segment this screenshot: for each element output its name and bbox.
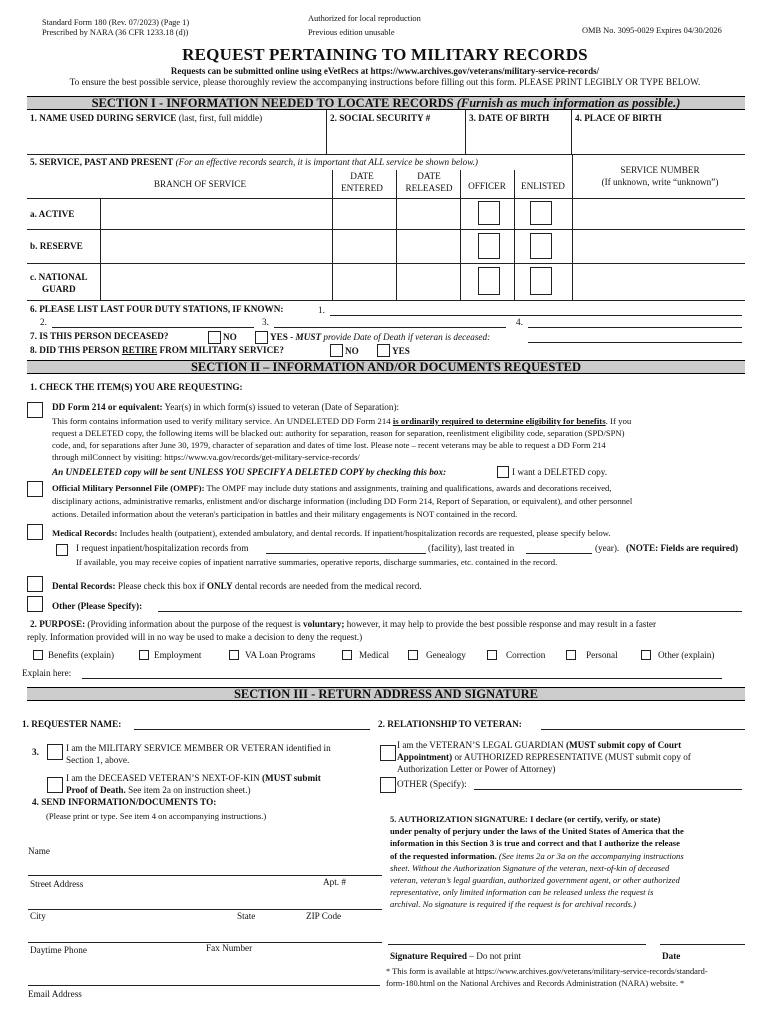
deleted-copy-checkbox[interactable] [497,466,509,478]
year-treated-field[interactable] [526,553,592,554]
instructions: To ensure the best possible service, please thoroughly review the accompanying instructions before filling out this form. PLEASE PRINT LEGIBLY OR TYPE BELOW. [69,78,701,88]
active-officer-checkbox[interactable] [478,201,500,225]
next-of-kin-checkbox[interactable] [47,777,63,793]
street-label: Street Address [30,879,84,889]
field5-label: 5. SERVICE, PAST AND PRESENT (For an effective records search, it is important that ALL service be shown below.) [30,157,478,167]
deceased-no-checkbox[interactable] [208,331,221,344]
name-label: Name [28,846,50,856]
section3-title: SECTION III - RETURN ADDRESS AND SIGNATURE [27,687,745,701]
relationship-label: 2. RELATIONSHIP TO VETERAN: [378,719,522,729]
opt-nok-2: Proof of Death. See item 2a on instruction sheet.) [66,785,251,795]
form-title: REQUEST PERTAINING TO MILITARY RECORDS [182,45,588,64]
fax-field[interactable] [206,942,382,943]
section2-title: SECTION II – INFORMATION AND/OR DOCUMENTS REQUESTED [27,360,745,374]
zip-label: ZIP Code [306,911,342,921]
relationship-field[interactable] [541,729,745,730]
purpose-correction-checkbox[interactable] [487,650,497,660]
dental-text: Dental Records: Please check this box if ONLY dental records are needed from the medical record. [52,581,422,591]
omb-number: OMB No. 3095-0029 Expires 04/30/2026 [582,26,722,35]
section1-title: SECTION I - INFORMATION NEEDED TO LOCATE RECORDS (Furnish as much information as possible.) [27,96,745,110]
phone-field[interactable] [28,942,216,943]
guard-officer-checkbox[interactable] [478,267,500,295]
form-id-line1: Standard Form 180 (Rev. 07/2023) (Page 1) [42,18,190,27]
date-label: Date [662,951,681,961]
purpose-other-checkbox[interactable] [641,650,651,660]
auth-line2: Previous edition unusable [308,28,395,37]
opt-other-label: OTHER (Specify): [397,779,467,789]
row-active-label: a. ACTIVE [30,209,75,219]
purpose-line2: reply. Information provided will in no way be used to make a decision to deny the request.) [27,632,363,642]
col-enlisted: ENLISTED [521,181,565,191]
dd214-p2: request a DELETED copy, the following items will be blacked out: authority for separation, reason for separation, reenlistment eligibility code, separation (SPD/SPN) [52,428,625,438]
opt-guard-2: Appointment) or AUTHORIZED REPRESENTATIVE (MUST submit copy of [397,752,691,762]
requester-name-label: 1. REQUESTER NAME: [22,719,122,729]
retired-no-checkbox[interactable] [330,344,343,357]
field2-label: 2. SOCIAL SECURITY # [330,113,431,123]
purpose-line1: 2. PURPOSE: (Providing information about the purpose of the request is voluntary; however, it may help to provide the best possible response and may result in a faster [30,619,657,629]
date-of-death-field[interactable] [528,342,742,343]
opt-nok-1: I am the DECEASED VETERAN’S NEXT-OF-KIN (MUST submit [66,773,321,783]
ompf-p1: Official Military Personnel File (OMPF): The OMPF may include duty stations and assignments, training and qualifications, awards and decorations received, [52,483,612,493]
col-entered: DATE ENTERED [341,171,383,193]
dd214-p4: through milConnect by visiting: https://www.va.gov/records/get-military-service-records/ [52,452,360,462]
deceased-yes-text: YES - MUST provide Date of Death if veteran is deceased: [270,332,491,342]
other-label: Other (Please Specify): [52,601,143,611]
dd214-checkbox[interactable] [27,402,43,418]
email-label: Email Address [28,989,82,999]
active-enlisted-checkbox[interactable] [530,201,552,225]
state-label: State [237,911,256,921]
inpatient-text: I request inpatient/hospitalization records from [76,543,249,553]
other-relationship-checkbox[interactable] [380,777,396,793]
opt-guard-3: Authorization Letter or Power of Attorney) [397,764,556,774]
guard-enlisted-checkbox[interactable] [530,267,552,295]
dd214-p1: This form contains information used to verify military service. An UNDELETED DD Form 214 is ordinarily required to determine eligibility for benefits. If you [52,416,632,426]
form-id-line2: Prescribed by NARA (36 CFR 1233.18 (d)) [42,28,189,37]
duty-station-3[interactable] [274,327,506,328]
reserve-enlisted-checkbox[interactable] [530,233,552,259]
retired-yes-checkbox[interactable] [377,344,390,357]
ompf-p3: actions. Detailed information about the veteran's participation in battles and their military engagements is NOT contained in the record. [52,509,518,519]
auth-line1: Authorized for local reproduction [308,14,421,23]
dental-checkbox[interactable] [27,576,43,592]
purpose-benefits-checkbox[interactable] [33,650,43,660]
explain-field[interactable] [82,678,722,679]
other-checkbox[interactable] [27,596,43,612]
explain-label: Explain here: [22,668,72,678]
send-to-label: 4. SEND INFORMATION/DOCUMENTS TO: [32,797,217,807]
member-veteran-checkbox[interactable] [47,744,63,760]
row-reserve-label: b. RESERVE [30,241,83,251]
footnote-2: form-180.html on the National Archives and Records Administration (NARA) website. * [386,979,685,988]
field1-label: 1. NAME USED DURING SERVICE (last, first, full middle) [30,113,263,123]
purpose-employment-checkbox[interactable] [139,650,149,660]
signature-label: Signature Required – Do not print [390,951,522,961]
row-guard-label-1: c. NATIONAL [30,272,88,282]
medical-avail: If available, you may receive copies of inpatient narrative summaries, operative reports, discharge summaries, etc. contained in the record. [76,557,558,567]
field3-label: 3. DATE OF BIRTH [469,113,550,123]
phone-label: Daytime Phone [30,945,87,955]
fax-label: Fax Number [206,943,253,953]
purpose-personal-checkbox[interactable] [566,650,576,660]
deceased-yes-checkbox[interactable] [255,331,268,344]
duty-station-1[interactable] [330,315,742,316]
field4-label: 4. PLACE OF BIRTH [575,113,662,123]
authorization-text: 5. AUTHORIZATION SIGNATURE: I declare (or certify, verify, or state) under penalty of perjury under the laws of the United States of America that the information in this Section 3 is true and correct and that I authorize the release of the requested information. (See items 2a or 3a on the accompanying instructions sheet. Without the Authorization Signature of the veteran, next-of-kin of deceased veteran, veteran’s legal guardian, authorized government agent, or other authorized representative, only limited information can be released unless the request is archival. No signature is required if the request is for archival records.) [390,814,684,910]
fields-required-note: (NOTE: Fields are required) [626,543,739,553]
ompf-checkbox[interactable] [27,481,43,497]
send-to-sub: (Please print or type. See item 4 on accompanying instructions.) [46,811,267,821]
opt-guard-1: I am the VETERAN’S LEGAL GUARDIAN (MUST submit copy of Court [397,740,682,750]
deleted-copy-label: I want a DELETED copy. [512,467,608,477]
apt-label: Apt. # [323,877,346,887]
dd214-undeleted: An UNDELETED copy will be sent UNLESS YOU SPECIFY A DELETED COPY by checking this box: [52,467,447,477]
facility-field[interactable] [266,553,426,554]
purpose-genealogy-checkbox[interactable] [408,650,418,660]
q1-label: 1. CHECK THE ITEM(S) YOU ARE REQUESTING: [30,382,243,392]
dd214-heading: DD Form 214 or equivalent: Year(s) in which form(s) issued to veteran (Date of Separation): [52,402,400,412]
email-field[interactable] [28,985,380,986]
footnote-1: * This form is available at https://www.archives.gov/veterans/military-service-records/standard- [386,967,708,976]
online-note: Requests can be submitted online using eVetRecs at https://www.archives.gov/veterans/military-service-records/ [170,66,600,76]
inpatient-checkbox[interactable] [56,544,68,556]
purpose-medical-checkbox[interactable] [342,650,352,660]
ompf-p2: disciplinary actions, administrative remarks, enlistment and/or discharge information (including DD Form 214, Report of Separation, or equivalent), and other personnel [52,496,633,506]
city-label: City [30,911,46,921]
field6-label: 6. PLEASE LIST LAST FOUR DUTY STATIONS, IF KNOWN: [30,304,284,314]
col-branch: BRANCH OF SERVICE [153,179,247,189]
address-name-field[interactable] [28,875,382,876]
duty-station-4[interactable] [528,327,742,328]
reserve-officer-checkbox[interactable] [478,233,500,259]
opt-member-1: I am the MILITARY SERVICE MEMBER OR VETERAN identified in [66,743,331,753]
col-officer: OFFICER [468,181,506,191]
medical-heading: Medical Records: Includes health (outpatient), extended ambulatory, and dental records. If inpatient/hospitalization records are requested, please specify below. [52,528,611,538]
col-released: DATE RELEASED [405,171,453,193]
requester-name-field[interactable] [134,729,370,730]
col-service-number: SERVICE NUMBER (If unknown, write “unknown”) [601,165,719,187]
other-relationship-field[interactable] [474,789,742,790]
other-specify-field[interactable] [158,611,742,612]
row-guard-label-2: GUARD [42,284,76,294]
street-field[interactable] [28,909,382,910]
medical-checkbox[interactable] [27,524,43,540]
opt-member-2: Section 1, above. [66,755,130,765]
dd214-p3: code, and, for separations after June 30, 1979, character of separation and dates of time lost. Please note – recent veterans may be able to request a DD Form 214 [52,440,606,450]
signature-field[interactable] [388,944,646,945]
duty-station-2[interactable] [52,327,254,328]
field8-label: 8. DID THIS PERSON RETIRE FROM MILITARY SERVICE? [30,345,284,355]
guardian-checkbox[interactable] [380,745,396,761]
field7-label: 7. IS THIS PERSON DECEASED? [30,331,169,341]
purpose-va-loan-checkbox[interactable] [229,650,239,660]
date-field[interactable] [660,944,745,945]
